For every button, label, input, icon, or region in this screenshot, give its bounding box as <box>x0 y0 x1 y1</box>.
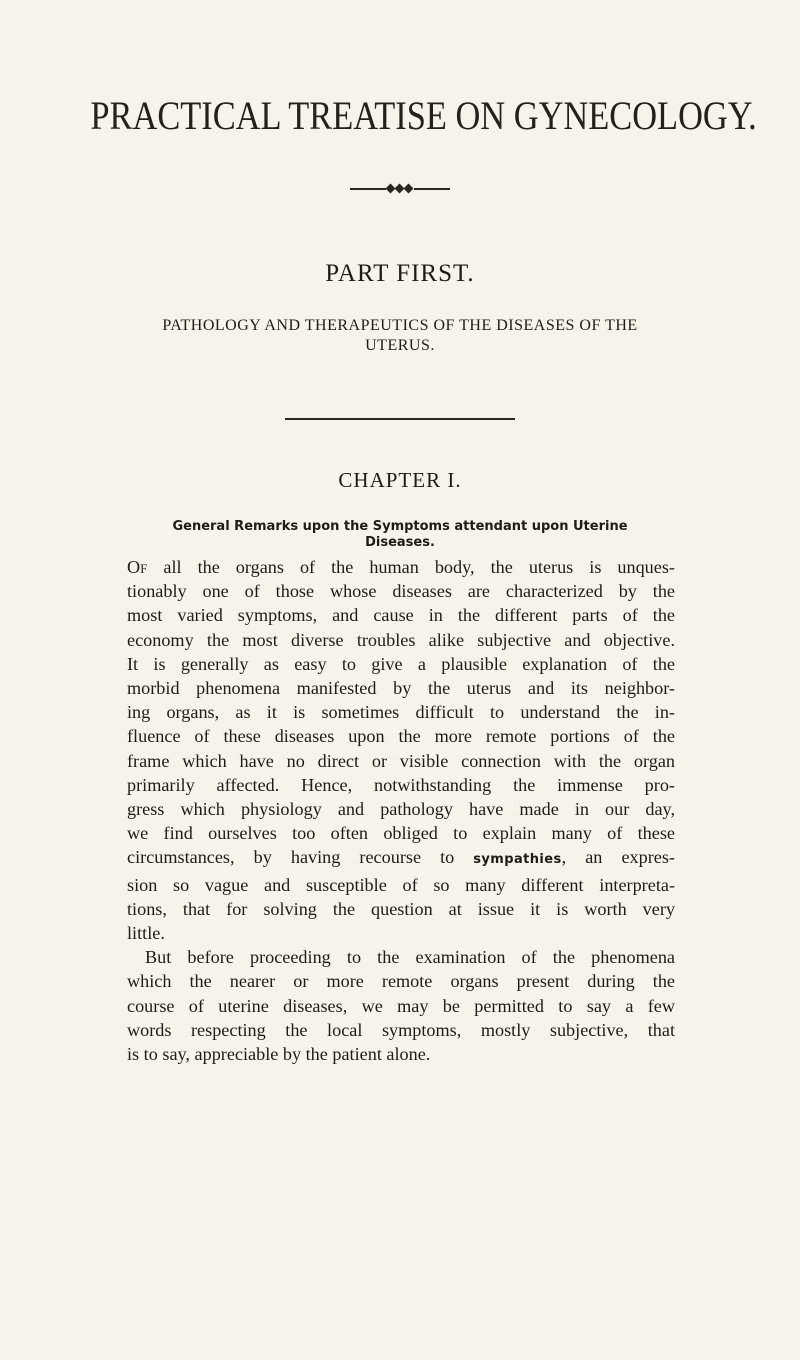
chapter-subtitle-line: General Remarks upon the Symptoms attendant upon Uterine <box>172 519 628 534</box>
line-text: But before proceeding to the examination of the phenomena <box>145 947 675 968</box>
paragraph-line <box>127 845 675 872</box>
paragraph-line: course of uterine diseases, we may be permitted to say a few <box>127 995 675 1016</box>
part-subtitle-line: PATHOLOGY AND THERAPEUTICS OF THE DISEASES OF THE <box>162 317 638 334</box>
part-subtitle-line: UTERUS. <box>365 337 435 354</box>
chapter-subtitle <box>127 519 673 551</box>
paragraph-line: It is generally as easy to give a plausible explanation of the <box>127 653 675 674</box>
paragraph-line: tionably one of those whose diseases are characterized by the <box>127 581 675 602</box>
ornament-right-line <box>414 188 450 190</box>
paragraph-2 <box>127 945 675 1066</box>
paragraph-line: morbid phenomena manifested by the uterus and its neighbor- <box>127 678 675 699</box>
paragraph-line: tions, that for solving the question at issue it is worth very <box>127 898 675 919</box>
book-title: PRACTICAL TREATISE ON GYNECOLOGY. <box>90 93 757 138</box>
chapter-heading: CHAPTER I. <box>338 468 462 492</box>
paragraph-line: which the nearer or more remote organs present during the <box>127 971 675 992</box>
paragraph-line: most varied symptoms, and cause in the different parts of the <box>127 605 675 626</box>
paragraph-line: gress which physiology and pathology have made in our day, <box>127 799 675 820</box>
part-subtitle <box>100 316 700 356</box>
line-text: , an expres- <box>561 847 675 868</box>
part-heading: PART FIRST. <box>325 260 475 287</box>
ornament-dot <box>404 184 414 194</box>
paragraph-line <box>127 945 675 969</box>
paragraph-1 <box>127 555 675 945</box>
paragraph-line: primarily affected. Hence, notwithstanding the immense pro- <box>127 774 675 795</box>
body-text <box>127 555 675 1066</box>
section-rule <box>285 418 515 420</box>
line-text: circumstances, by having recourse to <box>127 847 474 868</box>
title-ornament <box>350 183 450 195</box>
paragraph-line: little. <box>127 923 165 944</box>
ornament-left-line <box>350 188 386 190</box>
paragraph-line <box>127 555 675 579</box>
emphasized-word: sympathies <box>473 852 562 868</box>
chapter-subtitle-line: Diseases. <box>365 535 435 550</box>
paragraph-line: frame which have no direct or visible connection with the organ <box>127 750 675 771</box>
paragraph-line: economy the most diverse troubles alike subjective and objective. <box>127 629 675 650</box>
paragraph-line: we find ourselves too often obliged to explain many of these <box>127 823 675 844</box>
paragraph-line: words respecting the local symptoms, mostly subjective, that <box>127 1019 675 1040</box>
paragraph-line: is to say, appreciable by the patient alone. <box>127 1044 431 1065</box>
paragraph-line: fluence of these diseases upon the more remote portions of the <box>127 726 675 747</box>
paragraph-line: ing organs, as it is sometimes difficult to understand the in- <box>127 702 675 723</box>
paragraph-line: sion so vague and susceptible of so many different interpreta- <box>127 874 675 895</box>
opening-word: Of <box>127 557 148 577</box>
line-text: all the organs of the human body, the uterus is unques- <box>147 557 675 577</box>
